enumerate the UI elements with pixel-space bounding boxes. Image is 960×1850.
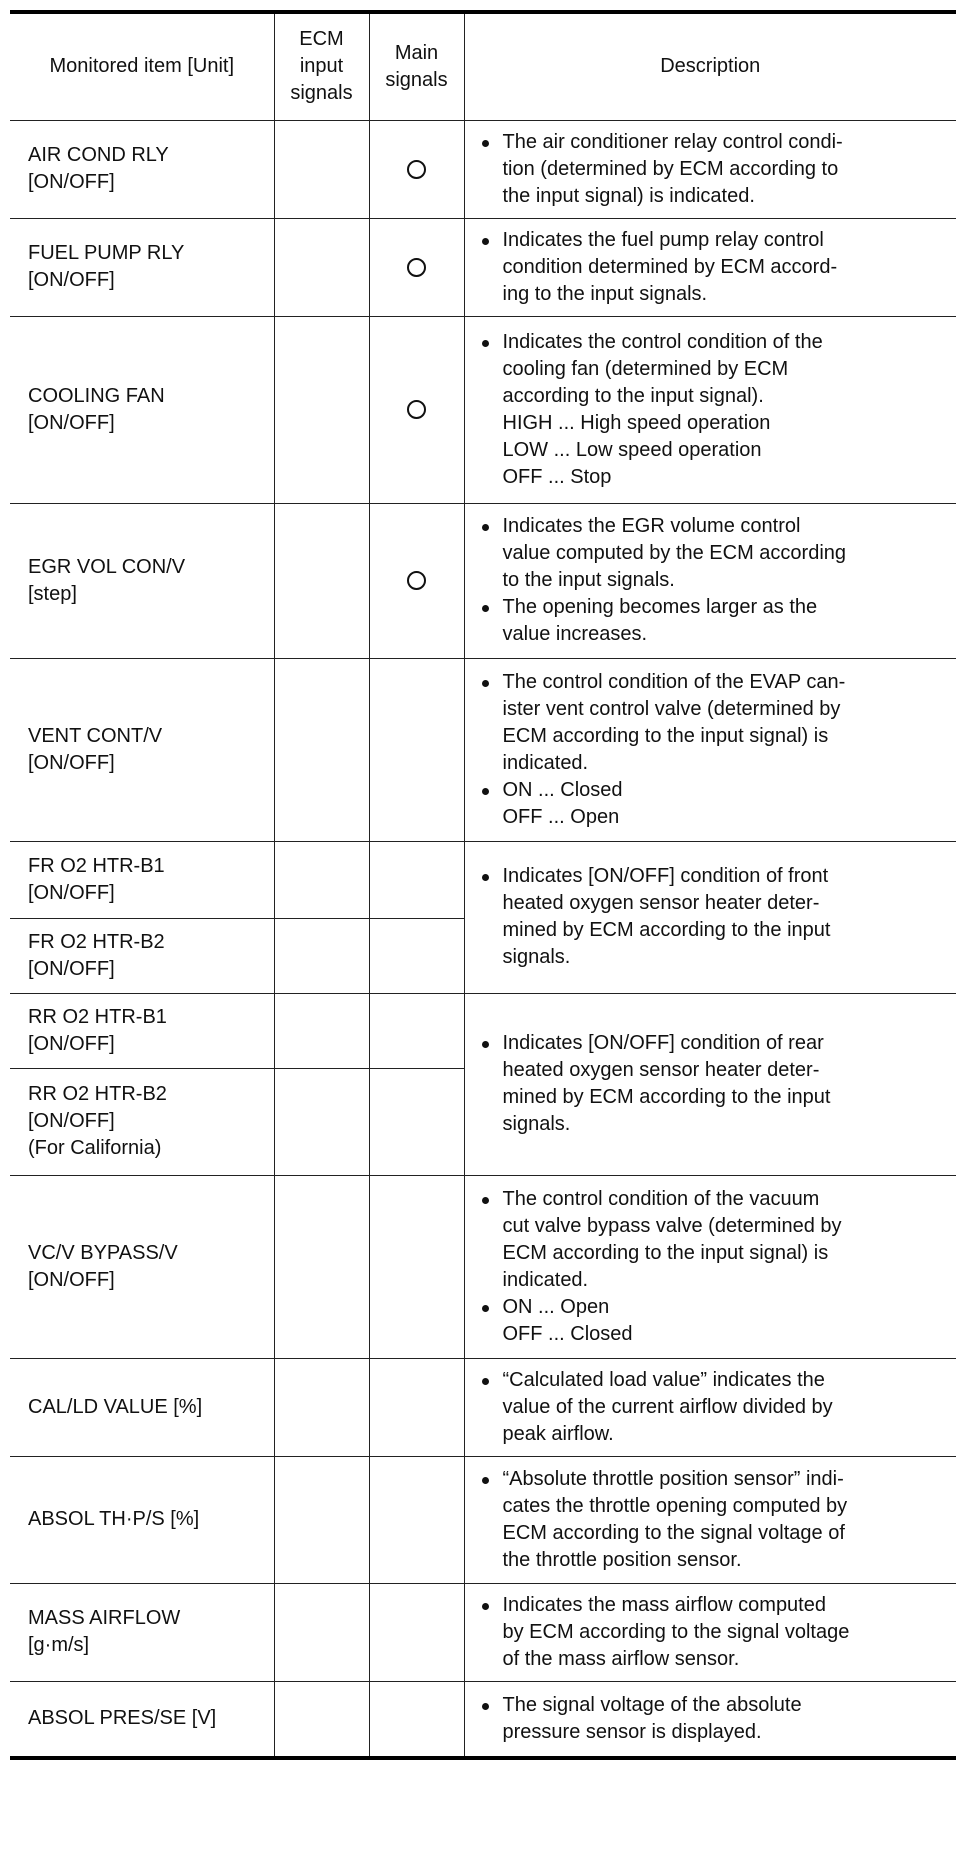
item-label: FUEL PUMP RLY [28, 242, 185, 264]
item-unit: [ON/OFF] [28, 171, 115, 193]
description-line: to the input signals. [502, 569, 675, 591]
ecm-input-signal-cell [274, 1175, 369, 1358]
description-line: by ECM according to the signal voltage [502, 1620, 850, 1643]
main-signal-circle-icon [407, 258, 426, 277]
item-label: MASS AIRFLOW [28, 1607, 181, 1629]
monitored-item-cell [10, 1456, 274, 1583]
description-line: OFF ... Closed [502, 1322, 633, 1345]
header-row [10, 12, 956, 120]
monitored-items-table [10, 10, 956, 1760]
table-row [10, 1175, 956, 1358]
description-line: of the mass airflow sensor. [502, 1647, 740, 1670]
header-main-signals [369, 12, 464, 120]
description-cell [464, 503, 956, 658]
description-bullet: Indicates the control condition of the [479, 329, 947, 356]
main-signal-cell [369, 993, 464, 1068]
description-line: according to the input signal). [502, 384, 764, 407]
description-bullet: The control condition of the EVAP can- [479, 669, 947, 696]
table-row [10, 841, 956, 918]
description-bullet: The signal voltage of the absolute [479, 1692, 947, 1719]
description-bullet: Indicates [ON/OFF] condition of rear [479, 1030, 947, 1057]
table-row [10, 120, 956, 218]
ecm-input-signal-cell [274, 841, 369, 918]
ecm-input-signal-cell [274, 1456, 369, 1583]
description-cell [464, 841, 956, 993]
description-line: peak airflow. [502, 1422, 614, 1445]
header-ecm-line: ECM [299, 28, 344, 51]
description-cell [464, 120, 956, 218]
item-unit: [ON/OFF] [28, 881, 115, 904]
description-cell [464, 1681, 956, 1758]
monitored-item-cell [10, 503, 274, 658]
description-line: mined by ECM according to the input [502, 919, 831, 941]
description-line: cooling fan (determined by ECM [502, 357, 789, 380]
item-unit: [ON/OFF] [28, 1032, 115, 1055]
item-label: COOLING FAN [28, 384, 165, 407]
description-bullet: The control condition of the vacuum [479, 1186, 947, 1213]
description-cell [464, 1358, 956, 1456]
item-unit: [ON/OFF] [28, 1110, 115, 1132]
item-label: FR O2 HTR-B2 [28, 930, 165, 953]
item-label: VENT CONT/V [28, 724, 163, 747]
description-line: value computed by the ECM according [502, 542, 847, 564]
description-line: heated oxygen sensor heater deter- [502, 1059, 820, 1081]
ecm-input-signal-cell [274, 658, 369, 841]
description-line: ECM according to the signal voltage of [502, 1521, 845, 1544]
table-row [10, 218, 956, 316]
monitored-item-cell [10, 218, 274, 316]
ecm-input-signal-cell [274, 218, 369, 316]
main-signal-cell [369, 918, 464, 993]
monitored-item-cell [10, 1681, 274, 1758]
item-unit: [ON/OFF] [28, 751, 115, 774]
main-signal-cell [369, 218, 464, 316]
description-cell [464, 218, 956, 316]
description-bullet: ON ... Closed [479, 777, 947, 804]
main-signal-cell [369, 658, 464, 841]
item-unit: [step] [28, 582, 77, 605]
main-signal-circle-icon [407, 160, 426, 179]
description-bullet: Indicates the fuel pump relay control [479, 227, 947, 254]
description-line: OFF ... Stop [502, 465, 612, 488]
description-line: indicated. [502, 751, 589, 774]
description-line: HIGH ... High speed operation [502, 411, 771, 434]
description-line: OFF ... Open [502, 805, 620, 828]
monitored-item-cell [10, 918, 274, 993]
description-cell [464, 1583, 956, 1681]
item-label: RR O2 HTR-B1 [28, 1005, 167, 1028]
header-monitored-item: Monitored item [Unit] [10, 12, 274, 120]
main-signal-cell [369, 1175, 464, 1358]
description-line: ing to the input signals. [502, 282, 708, 305]
description-line: the input signal) is indicated. [502, 184, 755, 207]
ecm-input-signal-cell [274, 993, 369, 1068]
main-signal-cell [369, 841, 464, 918]
item-label: ABSOL TH·P/S [%] [28, 1508, 200, 1530]
item-note: (For California) [28, 1137, 162, 1159]
monitored-item-cell [10, 1583, 274, 1681]
description-bullet: Indicates the mass airflow computed [479, 1592, 947, 1619]
description-bullet: “Calculated load value” indicates the [479, 1367, 947, 1394]
table-row [10, 316, 956, 503]
monitored-item-cell [10, 1358, 274, 1456]
description-cell [464, 1456, 956, 1583]
table-row [10, 1358, 956, 1456]
header-description: Description [464, 12, 956, 120]
description-bullet: Indicates the EGR volume control [479, 513, 947, 540]
monitored-item-cell [10, 993, 274, 1068]
description-line: value increases. [502, 623, 648, 645]
description-line: signals. [502, 946, 571, 968]
description-bullet: ON ... Open [479, 1294, 947, 1321]
description-cell [464, 316, 956, 503]
description-cell [464, 1175, 956, 1358]
table-row [10, 1681, 956, 1758]
item-label: EGR VOL CON/V [28, 555, 186, 578]
description-cell [464, 993, 956, 1175]
item-label: RR O2 HTR-B2 [28, 1083, 167, 1105]
main-signal-cell [369, 1681, 464, 1758]
description-bullet: Indicates [ON/OFF] condition of front [479, 863, 947, 890]
item-label: CAL/LD VALUE [%] [28, 1395, 203, 1418]
ecm-input-signal-cell [274, 503, 369, 658]
description-line: mined by ECM according to the input [502, 1086, 831, 1108]
description-line: ECM according to the input signal) is [502, 1241, 829, 1264]
description-bullet: The opening becomes larger as the [479, 594, 947, 621]
main-signal-cell [369, 316, 464, 503]
main-signal-cell [369, 503, 464, 658]
main-signal-cell [369, 1358, 464, 1456]
ecm-input-signal-cell [274, 1583, 369, 1681]
description-bullet: “Absolute throttle position sensor” indi- [479, 1466, 947, 1493]
item-label: AIR COND RLY [28, 144, 169, 166]
description-line: indicated. [502, 1268, 589, 1291]
description-line: ister vent control valve (determined by [502, 697, 841, 720]
description-cell [464, 658, 956, 841]
item-unit: [ON/OFF] [28, 1268, 115, 1291]
table-row [10, 503, 956, 658]
main-signal-cell [369, 120, 464, 218]
description-line: heated oxygen sensor heater deter- [502, 892, 820, 914]
description-line: ECM according to the input signal) is [502, 724, 829, 747]
main-signal-circle-icon [407, 400, 426, 419]
description-line: the throttle position sensor. [502, 1548, 742, 1571]
monitored-item-cell [10, 120, 274, 218]
description-line: LOW ... Low speed operation [502, 438, 762, 461]
header-ecm-input-signals [274, 12, 369, 120]
ecm-input-signal-cell [274, 1681, 369, 1758]
main-signal-cell [369, 1456, 464, 1583]
description-line: pressure sensor is displayed. [502, 1720, 762, 1743]
header-main-line: Main [394, 41, 439, 64]
ecm-input-signal-cell [274, 918, 369, 993]
ecm-input-signal-cell [274, 120, 369, 218]
main-signal-circle-icon [407, 571, 426, 590]
item-label: FR O2 HTR-B1 [28, 854, 165, 877]
table-row [10, 993, 956, 1068]
ecm-input-signal-cell [274, 1068, 369, 1175]
header-ecm-line: input [299, 55, 344, 78]
description-line: signals. [502, 1113, 571, 1135]
main-signal-cell [369, 1068, 464, 1175]
description-line: cut valve bypass valve (determined by [502, 1214, 842, 1237]
monitored-item-cell [10, 1175, 274, 1358]
table-row [10, 1583, 956, 1681]
item-unit: [ON/OFF] [28, 269, 115, 291]
item-label: ABSOL PRES/SE [V] [28, 1707, 217, 1730]
ecm-input-signal-cell [274, 316, 369, 503]
description-bullet: The air conditioner relay control condi- [479, 129, 947, 156]
table-row [10, 1456, 956, 1583]
item-unit: [ON/OFF] [28, 957, 115, 980]
table-row [10, 658, 956, 841]
monitored-item-cell [10, 658, 274, 841]
monitored-item-cell [10, 1068, 274, 1175]
description-line: cates the throttle opening computed by [502, 1494, 848, 1517]
header-main-line: signals [385, 68, 448, 91]
item-label: VC/V BYPASS/V [28, 1241, 178, 1264]
monitored-item-cell [10, 841, 274, 918]
ecm-input-signal-cell [274, 1358, 369, 1456]
item-unit: [ON/OFF] [28, 411, 115, 434]
main-signal-cell [369, 1583, 464, 1681]
item-unit: [g·m/s] [28, 1634, 90, 1656]
description-line: tion (determined by ECM according to [502, 157, 839, 180]
description-line: condition determined by ECM accord- [502, 255, 838, 278]
header-ecm-line: signals [290, 82, 353, 105]
monitored-item-cell [10, 316, 274, 503]
description-line: value of the current airflow divided by [502, 1395, 833, 1418]
